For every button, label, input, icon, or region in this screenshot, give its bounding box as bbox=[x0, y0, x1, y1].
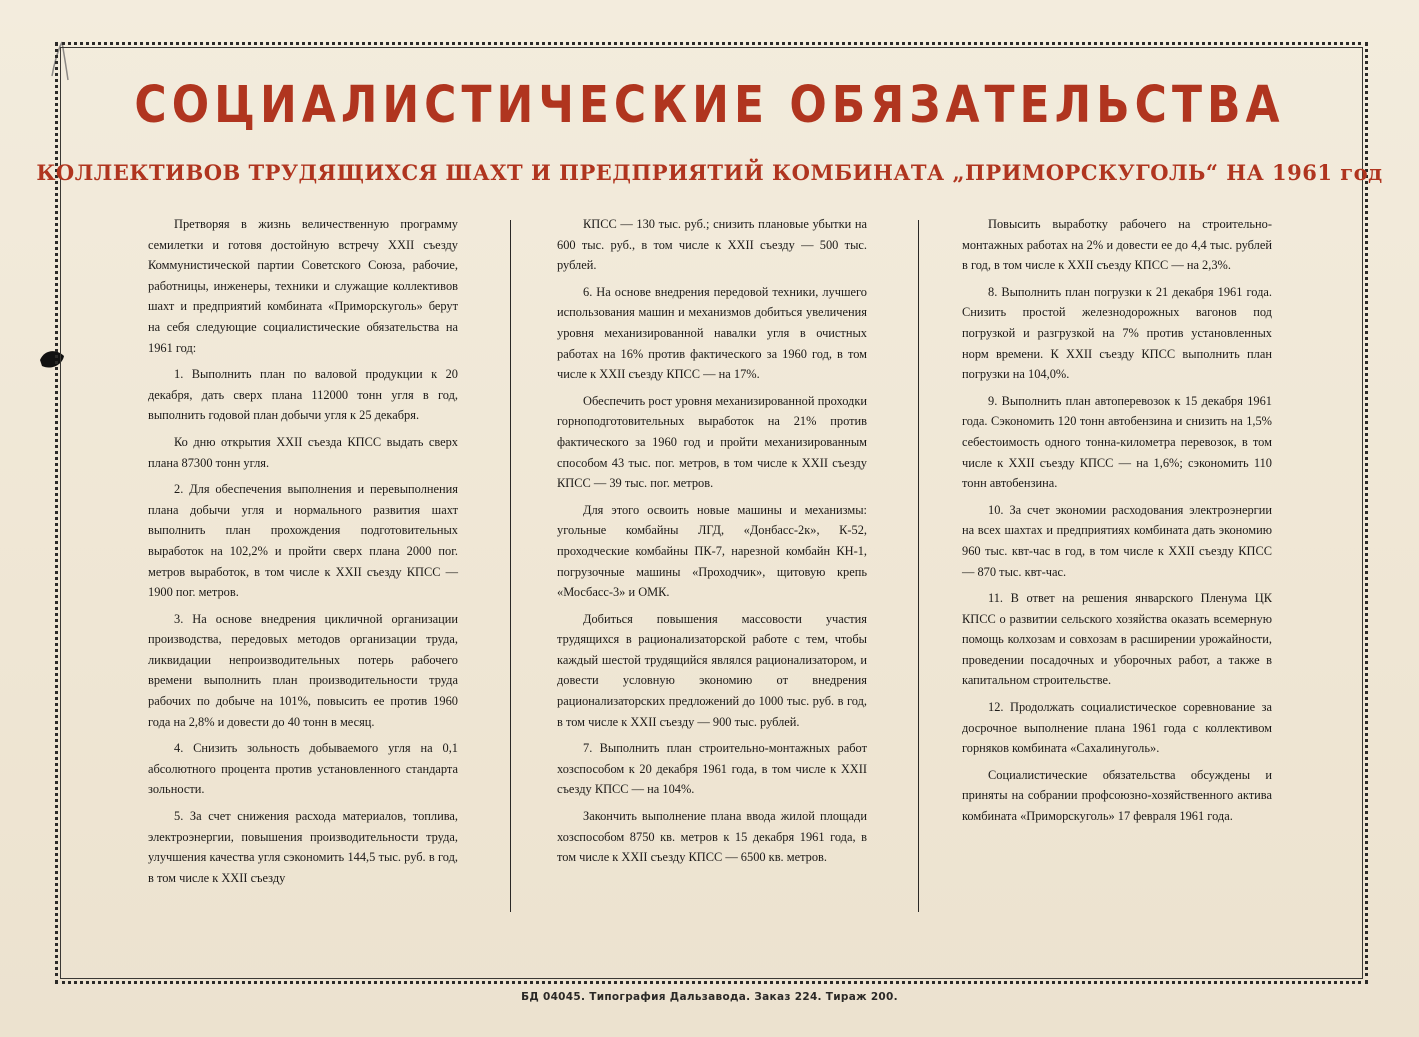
paragraph: Ко дню открытия XXII съезда КПСС выдать сверх плана 87300 тонн угля. bbox=[148, 434, 458, 470]
paragraph: 11. В ответ на решения январского Пленума ЦК КПСС о развитии сельского хозяйства оказать всемерную помощь колхозам и совхозам в расширении урожайности, проведении посадочных и уборочных работ, а также в капитальном строительстве. bbox=[962, 591, 1272, 688]
paragraph: 3. На основе внедрения цикличной организации производства, передовых методов организации труда, ликвидации непроизводительных потерь рабочего времени выполнить план производительности труда рабочих по добыче на 101%, повысить ее против 1960 года на 2,8% и довести до 40 тонн в месяц. bbox=[148, 611, 458, 729]
paragraph: Закончить выполнение плана ввода жилой площади хозспособом 8750 кв. метров к 15 декабря 1961 года, в том числе к XXII съезду КПСС — 6500 кв. метров. bbox=[557, 809, 867, 865]
paragraph: 6. На основе внедрения передовой техники, лучшего использования машин и механизмов добиться увеличения уровня механизированной навалки угля в очистных работах на 16% против фактического за 1960 год, в том числе к XXII съезду КПСС — на 17%. bbox=[557, 284, 867, 382]
paragraph: КПСС — 130 тыс. руб.; снизить плановые убытки на 600 тыс. руб., в том числе к XXII съезду — 500 тыс. рублей. bbox=[557, 217, 867, 273]
paragraph: Претворяя в жизнь величественную программу семилетки и готовя достойную встречу XXII съезду Коммунистической партии Советского Союза, рабочие, работницы, инженеры, техники и служащие коллективов шахт и предприятий комбината «Приморскуголь» берут на себя следующие социалистические обязательства на 1961 год: bbox=[148, 217, 458, 355]
paragraph: Для этого освоить новые машины и механизмы: угольные комбайны ЛГД, «Донбасс-2к», К-52, проходческие комбайны ПК-7, нарезной комбайн КН-1, погрузочные машины «Проходчик», щитовую крепь «Мосбасс-3» и ОМК. bbox=[557, 502, 867, 600]
text-column-1 bbox=[148, 214, 458, 894]
paragraph: 5. За счет снижения расхода материалов, топлива, электроэнергии, повышения производительности труда, улучшения качества угля сэкономить 144,5 тыс. руб. в год, в том числе к XXII съезду bbox=[148, 809, 458, 885]
column-divider bbox=[510, 220, 511, 912]
paragraph: 10. За счет экономии расходования электроэнергии на всех шахтах и предприятиях комбината дать экономию 960 тыс. квт-час в год, в том числе к XXII съезду КПСС — 870 тыс. квт-час. bbox=[962, 502, 1272, 579]
text-column-2 bbox=[557, 214, 867, 874]
print-imprint: БД 04045. Типография Дальзавода. Заказ 224. Тираж 200. bbox=[521, 991, 898, 1003]
page-subtitle: КОЛЛЕКТИВОВ ТРУДЯЩИХСЯ ШАХТ И ПРЕДПРИЯТИЙ КОМБИНАТА „ПРИМОРСКУГОЛЬ“ НА 1961 год bbox=[36, 160, 1383, 185]
paragraph: 1. Выполнить план по валовой продукции к 20 декабря, дать сверх плана 112000 тонн угля в год, выполнить годовой план добычи угля к 25 декабря. bbox=[148, 367, 458, 423]
paragraph: Обеспечить рост уровня механизированной проходки горноподготовительных выработок на 21% против фактического за 1960 год и пройти механизированным способом 43 тыс. пог. метров, в том числе к XXII съезду КПСС — 39 тыс. пог. метров. bbox=[557, 393, 867, 491]
paragraph: 7. Выполнить план строительно-монтажных работ хозспособом к 20 декабря 1961 года, в том числе к XXII съезду КПСС — на 104%. bbox=[557, 741, 867, 797]
paragraph: 8. Выполнить план погрузки к 21 декабря 1961 года. Снизить простой железнодорожных вагонов под погрузкой и разгрузкой на 7% против установленных норм времени. К XXII съезду КПСС выполнить план погрузки на 104,0%. bbox=[962, 284, 1272, 382]
paragraph: Повысить выработку рабочего на строительно-монтажных работах на 2% и довести ее до 4,4 тыс. рублей в год, в том числе к XXII съезду КПСС — на 2,3%. bbox=[962, 217, 1272, 273]
paragraph: Добиться повышения массовости участия трудящихся в рационализаторской работе с тем, чтобы каждый шестой трудящийся являлся рационализатором, и довести условную экономию от внедрения рационализаторских предложений до 1000 тыс. руб. в год, в том числе к XXII съезду — 900 тыс. рублей. bbox=[557, 611, 867, 729]
text-column-3 bbox=[962, 214, 1272, 833]
page-title: СОЦИАЛИСТИЧЕСКИЕ ОБЯЗАТЕЛЬСТВА bbox=[134, 76, 1285, 135]
column-divider bbox=[918, 220, 919, 912]
paragraph: 2. Для обеспечения выполнения и перевыполнения плана добычи угля и нормального развития шахт выполнить план прохождения подготовительных выработок на 102,2% и пройти сверх плана 2000 пог. метров выработок, в том числе к XXII съезду КПСС — 1900 пог. метров. bbox=[148, 482, 458, 600]
paragraph: 4. Снизить зольность добываемого угля на 0,1 абсолютного процента против установленного стандарта зольности. bbox=[148, 741, 458, 797]
paragraph: Социалистические обязательства обсуждены и приняты на собрании профсоюзно-хозяйственного актива комбината «Приморскуголь» 17 февраля 1961 года. bbox=[962, 767, 1272, 824]
paragraph: 9. Выполнить план автоперевозок к 15 декабря 1961 года. Сэкономить 120 тонн автобензина и снизить на 1,5% себестоимость одного тонна-километра перевозок, в том числе к XXII съезду КПСС — на 1,6%; сэкономить 110 тонн автобензина. bbox=[962, 393, 1272, 491]
paragraph: 12. Продолжать социалистическое соревнование за досрочное выполнение плана 1961 года с коллективом горняков комбината «Сахалинуголь». bbox=[962, 700, 1272, 756]
